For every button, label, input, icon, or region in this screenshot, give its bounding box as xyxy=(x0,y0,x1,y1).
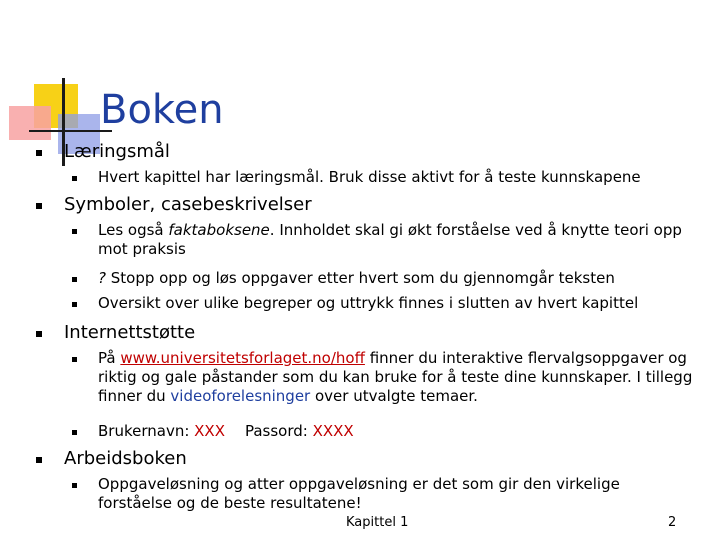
question-mark-symbol: ? xyxy=(98,269,111,287)
bullet-symboler xyxy=(64,194,312,216)
logo-red-square xyxy=(9,106,51,140)
bullet-square-icon xyxy=(36,457,42,463)
sub-bullet-suffix: over utvalgte temaer. xyxy=(310,387,478,405)
bullet-laeringsmaal xyxy=(64,141,170,163)
bullet-square-icon xyxy=(72,176,77,181)
password-label: Passord: xyxy=(244,422,313,440)
username-label: Brukernavn: xyxy=(98,422,195,440)
sub-bullet xyxy=(98,475,658,513)
faktaboks-term: faktaboksene xyxy=(168,221,270,239)
bullet-square-icon xyxy=(36,331,42,337)
bullet-internettstotte xyxy=(64,322,195,344)
section-heading: Læringsmål xyxy=(64,141,170,162)
bullet-square-icon xyxy=(72,483,77,488)
bullet-square-icon xyxy=(72,277,77,282)
bullet-arbeidsboken xyxy=(64,448,187,470)
video-lectures-text: videoforelesninger xyxy=(170,387,311,405)
bullet-square-icon xyxy=(72,229,77,234)
sub-bullet-text: Stopp opp og løs oppgaver etter hvert som du gjennomgår teksten xyxy=(110,269,615,287)
bullet-square-icon xyxy=(36,150,42,156)
sub-bullet-prefix: På xyxy=(98,349,121,367)
sub-bullet xyxy=(98,269,698,288)
sub-bullet-middle: finner du interaktive flervalgsoppgaver og riktig og gale påstander som du kan bruke for å teste dine kunnskaper. I tillegg finner du xyxy=(98,349,693,405)
sub-bullet xyxy=(98,294,698,313)
password-value: XXXX xyxy=(312,422,354,440)
sub-bullet xyxy=(98,221,683,259)
sub-bullet-credentials xyxy=(98,422,698,441)
sub-bullet-text: Hvert kapittel har læringsmål. Bruk disse aktivt for å teste kunnskapene xyxy=(98,168,641,186)
footer-page-number: 2 xyxy=(668,515,677,530)
sub-bullet-suffix: . Innholdet skal gi økt forståelse ved å knytte teori opp mot praksis xyxy=(98,221,682,258)
section-heading: Internettstøtte xyxy=(64,322,196,343)
bullet-square-icon xyxy=(72,302,77,307)
sub-bullet xyxy=(98,168,698,187)
bullet-square-icon xyxy=(36,203,42,209)
sub-bullet-text: Oppgaveløsning og atter oppgaveløsning er det som gir den virkelige forståelse og de beste resultatene! xyxy=(98,475,620,512)
sub-bullet-text: Oversikt over ulike begreper og uttrykk finnes i slutten av hvert kapittel xyxy=(98,294,639,312)
bullet-square-icon xyxy=(72,430,77,435)
sub-bullet-prefix: Les også xyxy=(98,221,169,239)
sub-bullet xyxy=(98,349,698,406)
username-value: XXX xyxy=(194,422,225,440)
section-heading: Arbeidsboken xyxy=(64,448,187,469)
bullet-square-icon xyxy=(72,357,77,362)
footer-chapter: Kapittel 1 xyxy=(346,515,409,530)
section-heading: Symboler, casebeskrivelser xyxy=(64,194,312,215)
slide-title: Boken xyxy=(100,87,224,133)
publisher-link[interactable]: www.universitetsforlaget.no/hoff xyxy=(120,349,365,367)
